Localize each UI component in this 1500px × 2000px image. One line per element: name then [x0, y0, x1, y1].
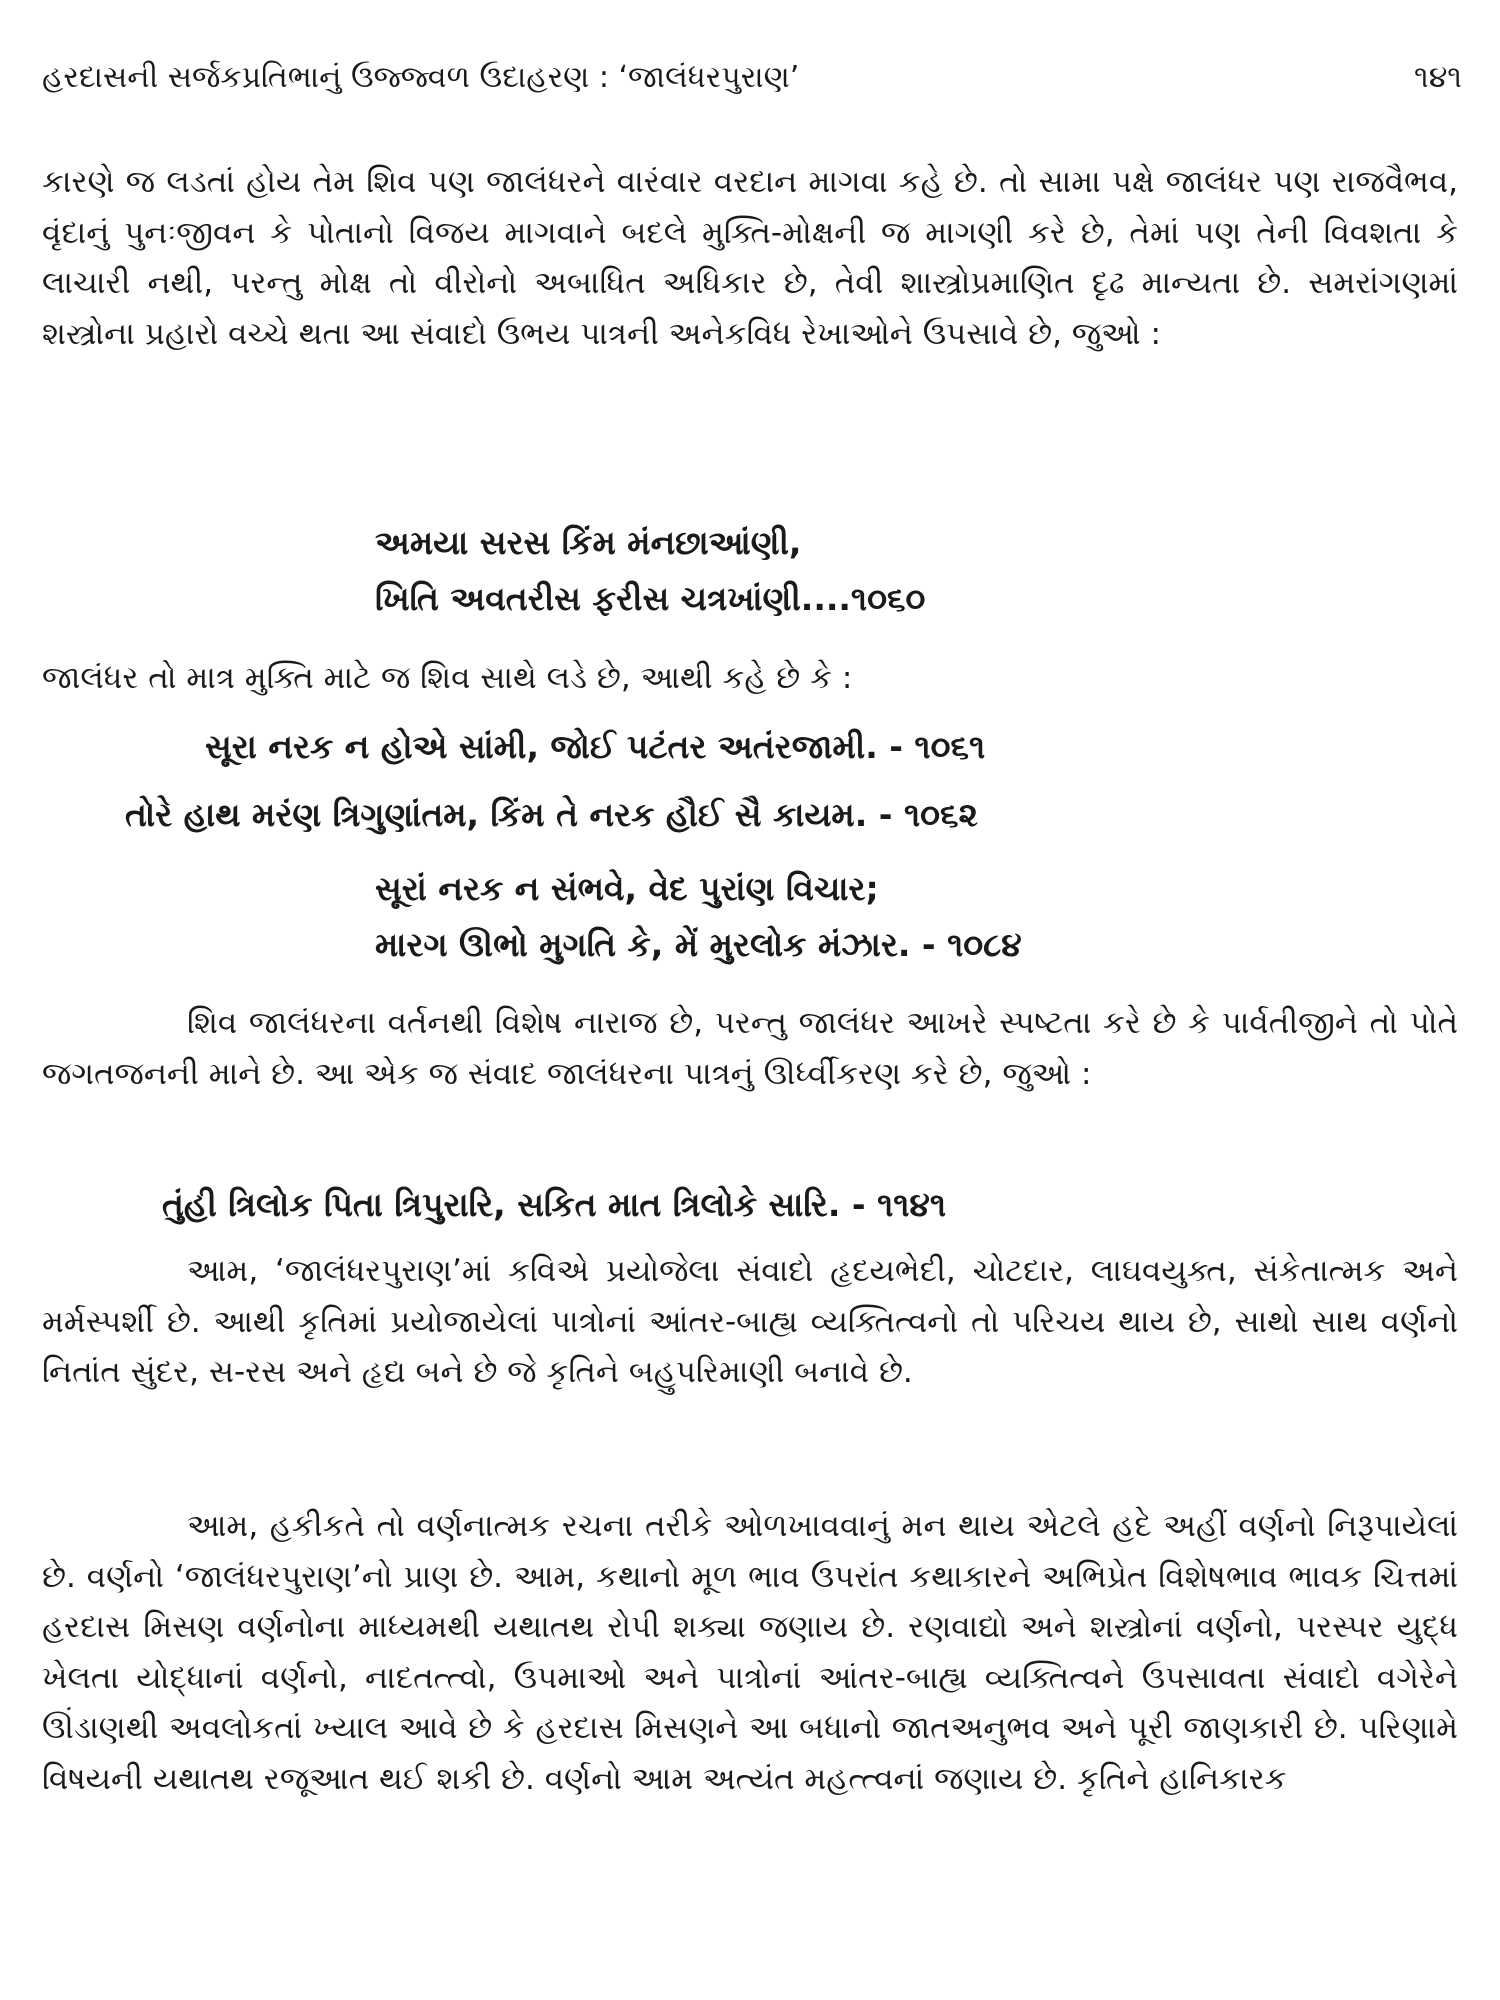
- verse-1060-line-2: ખિતિ અવતરીસ ફરીસ ચત્રખાંણી....૧૦૬૦: [375, 579, 926, 618]
- paragraph-3: શિવ જાલંધરના વર્તનથી વિશેષ નારાજ છે, પરન્તુ જાલંધર આખરે સ્પષ્ટતા કરે છે કે પાર્વતીજીને તો પોતે જગતજનની માને છે. આ એક જ સંવાદ જાલંધરના પાત્રનું ઊર્ધ્વીકરણ કરે છે, જુઓ :: [42, 1005, 1458, 1092]
- verse-1084-line-2: મારગ ઊભો મુગતિ કે, મેં મુરલોક મંઝાર. - ૧૦૮૪: [375, 925, 1022, 964]
- paragraph-2: જાલંધર તો માત્ર મુક્તિ માટે જ શિવ સાથે લડે છે, આથી કહે છે કે :: [42, 660, 853, 696]
- verse-1141: તુંહી ત્રિલોક પિતા ત્રિપુરારિ, સકિત માત ત્રિલોકે સારિ. - ૧૧૪૧: [162, 1185, 947, 1224]
- verse-1061: સૂરા નરક ન હોએ સાંમી, જોઈ પટંતર અતંરજામી. - ૧૦૬૧: [205, 727, 986, 766]
- running-head: [42, 58, 1462, 108]
- page-number: ૧૪૧: [1414, 60, 1462, 95]
- paragraph-1: કારણે જ લડતાં હોય તેમ શિવ પણ જાલંધરને વારંવાર વરદાન માગવા કહે છે. તો સામા પક્ષે જાલંધર પણ રાજવૈભવ, વૃંદાનું પુનઃજીવન કે પોતાનો વિજય માગવાને બદલે મુક્તિ-મોક્ષની જ માગણી કરે છે, તેમાં પણ તેની વિવશતા કે લાચારી નથી, પરન્તુ મોક્ષ તો વીરોનો અબાધિત અધિકાર છે, તેવી શાસ્ત્રોપ્રમાણિત દૃઢ માન્યતા છે. સમરાંગણમાં શસ્ત્રોના પ્રહારો વચ્ચે થતા આ સંવાદો ઉભય પાત્રની અનેકવિધ રેખાઓને ઉપસાવે છે, જુઓ :: [42, 164, 1458, 352]
- paragraph-4: આમ, ‘જાલંધરપુરાણ’માં કવિએ પ્રયોજેલા સંવાદો હૃદયભેદી, ચોટદાર, લાઘવયુક્ત, સંકેતાત્મક અને મર્મસ્પર્શી છે. આથી કૃતિમાં પ્રયોજાયેલાં પાત્રોનાં આંતર-બાહ્ય વ્યક્તિત્વનો તો પરિચય થાય છે, સાથો સાથ વર્ણનો નિતાંત સુંદર, સ-રસ અને હૃદ્ય બને છે જે કૃતિને બહુપરિમાણી બનાવે છે.: [42, 1253, 1458, 1390]
- paragraph-5: આમ, હકીકતે તો વર્ણનાત્મક રચના તરીકે ઓળખાવવાનું મન થાય એટલે હદે અહીં વર્ણનો નિરૂપાયેલાં છે. વર્ણનો ‘જાલંધરપુરાણ’નો પ્રાણ છે. આમ, કથાનો મૂળ ભાવ ઉપરાંત કથાકારને અભિપ્રેત વિશેષભાવ ભાવક ચિત્તમાં હરદાસ મિસણ વર્ણનોના માધ્યમથી યથાતથ રોપી શક્યા જણાય છે. રણવાદ્યો અને શસ્ત્રોનાં વર્ણનો, પરસ્પર યુદ્ધ ખેલતા યોદ્ધાનાં વર્ણનો, નાદતત્ત્વો, ઉપમાઓ અને પાત્રોનાં આંતર-બાહ્ય વ્યક્તિત્વને ઉપસાવતા સંવાદો વગેરેને ઊંડાણથી અવલોકતાં ખ્યાલ આવે છે કે હરદાસ મિસણને આ બધાનો જાતઅનુભવ અને પૂરી જાણકારી છે. પરિણામે વિષયની યથાતથ રજૂઆત થઈ શકી છે. વર્ણનો આમ અત્યંત મહત્ત્વનાં જણાય છે. કૃતિને હાનિકારક: [42, 1508, 1458, 1797]
- verse-1084-line-1: સૂરાં નરક ન સંભવે, વેદ પુરાંણ વિચાર;: [375, 869, 879, 908]
- verse-1060-line-1: અમયા સરસ કિંમ મંનછાઆંણી,: [375, 523, 802, 562]
- running-title: હરદાસની સર્જકપ્રતિભાનું ઉજ્જ્વળ ઉદાહરણ : ‘જાલંધરપુરાણ’: [42, 60, 800, 95]
- verse-1062: તોરે હાથ મરંણ ત્રિગુણાંતમ, કિંમ તે નરક હૌઈ સૈ કાયમ. - ૧૦૬૨: [125, 795, 978, 834]
